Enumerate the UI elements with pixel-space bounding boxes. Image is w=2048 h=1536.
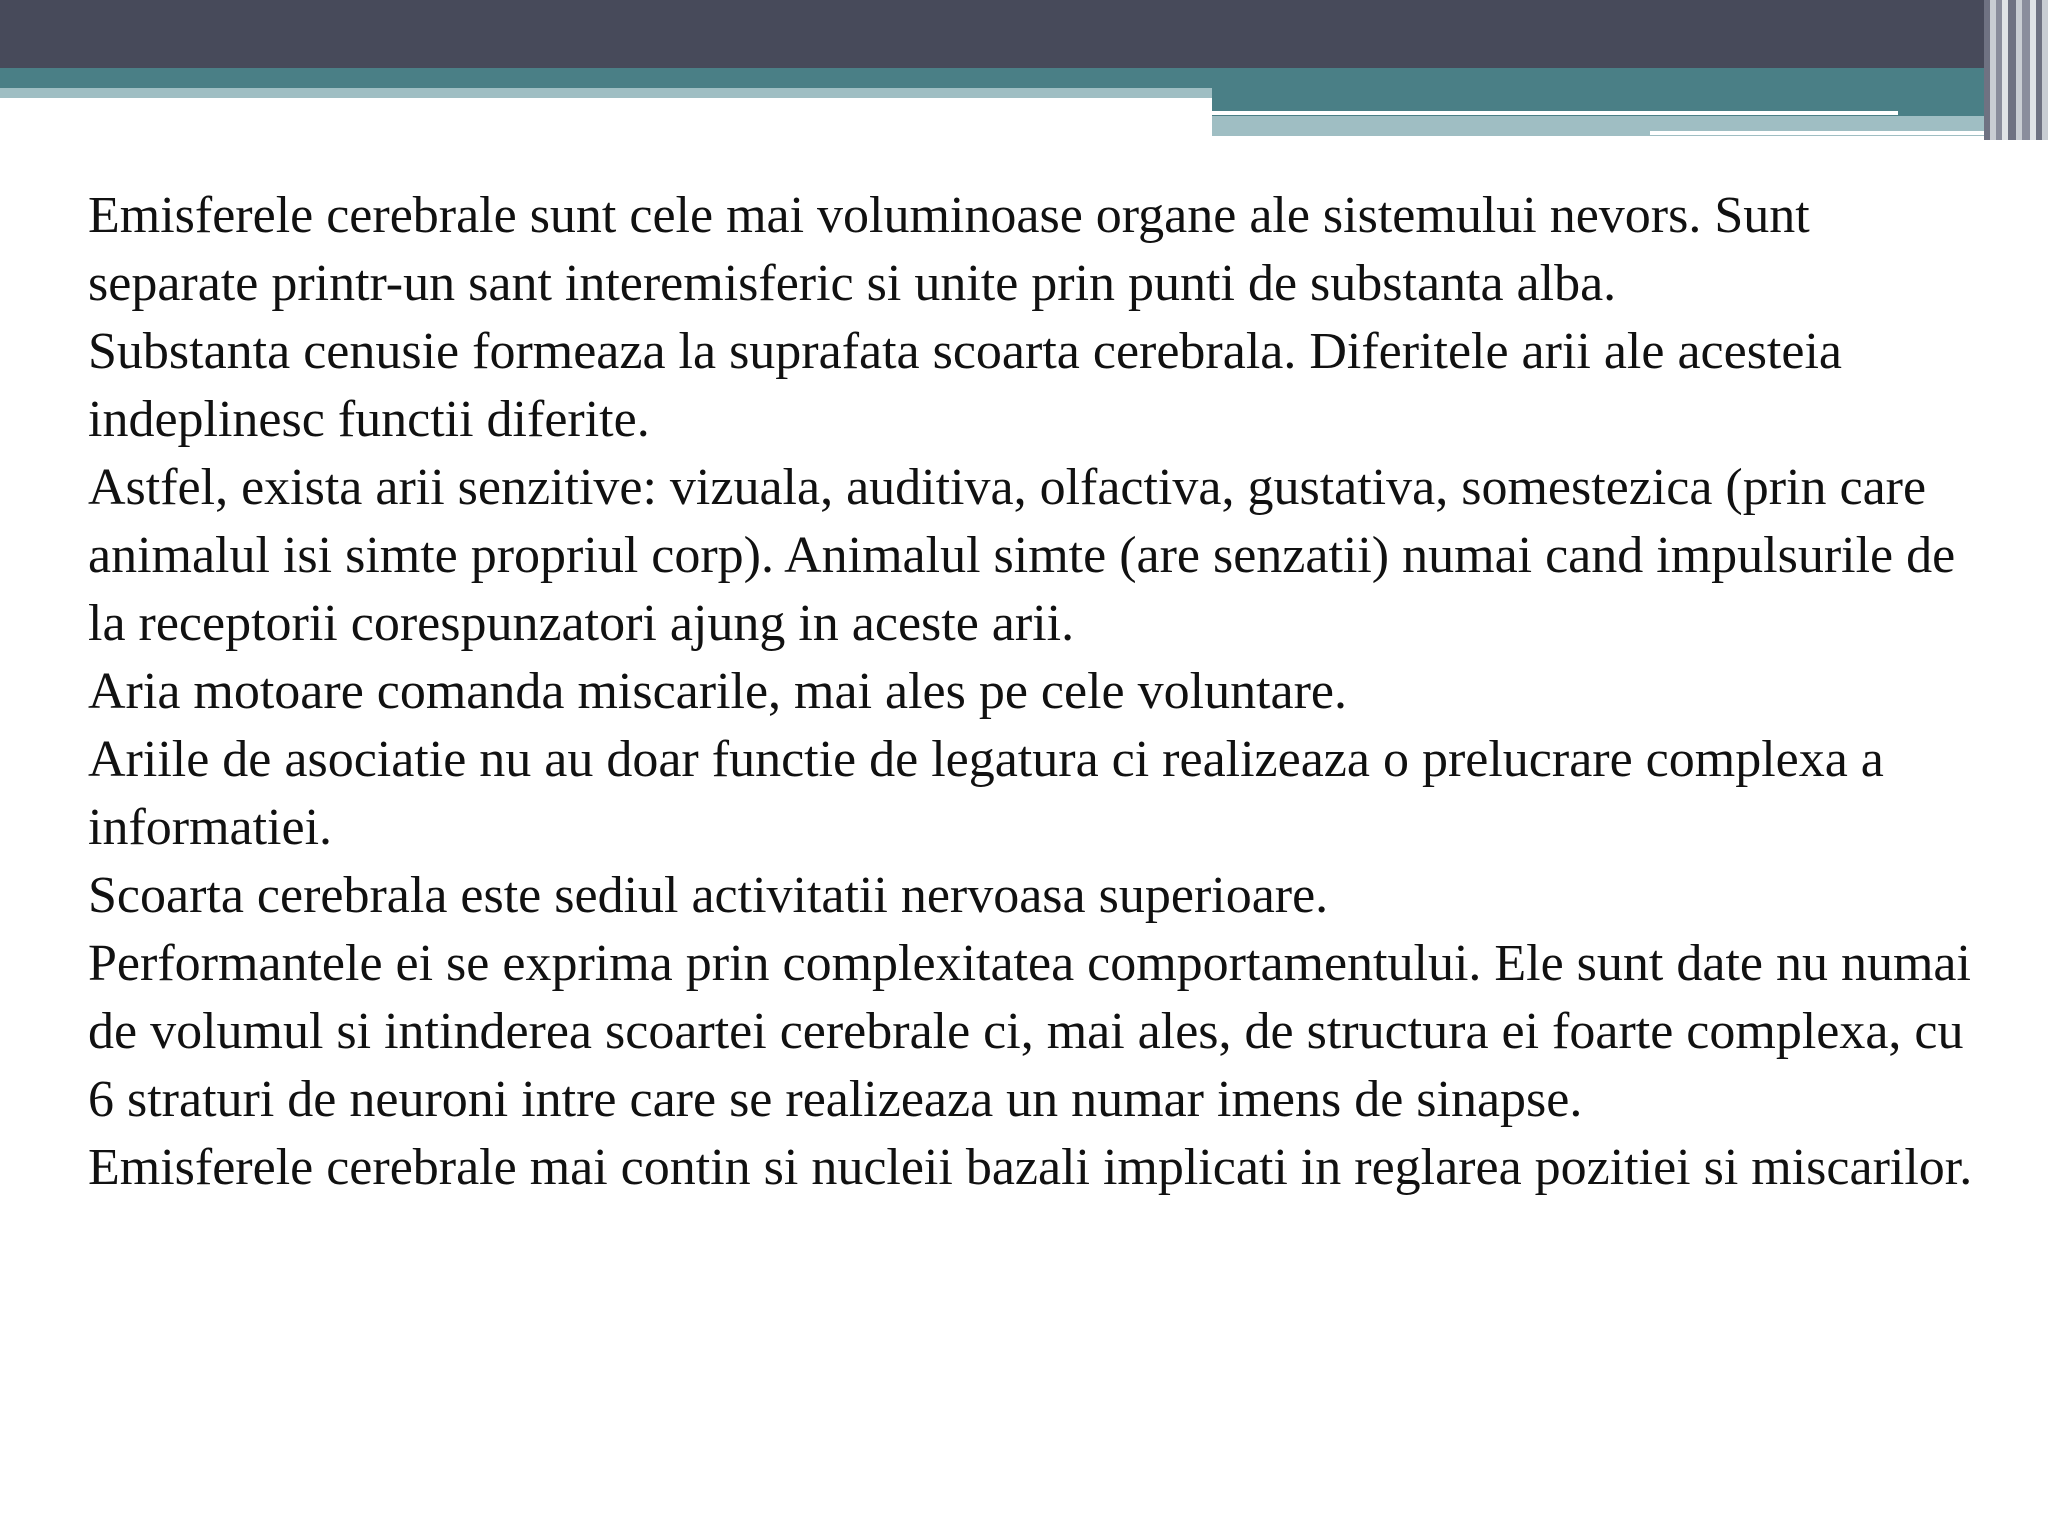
paragraph-aria-motoare: Aria motoare comanda miscarile, mai ales pe cele voluntare. bbox=[88, 663, 1347, 720]
paragraph-ariile-asociatie: Ariile de asociatie nu au doar functie de legatura ci realizeaza o prelucrare complexa a informatiei. bbox=[88, 731, 1884, 856]
paragraph-scoarta-sediul: Scoarta cerebrala este sediul activitatii nervoasa superioare. bbox=[88, 867, 1329, 924]
header-right-stripes bbox=[1984, 0, 2048, 140]
paragraph-substanta-cenusie: Substanta cenusie formeaza la suprafata scoarta cerebrala. Diferitele arii ale acesteia indeplinesc functii diferite. bbox=[88, 323, 1842, 448]
header-thin-line-1 bbox=[1212, 111, 1898, 115]
header-dark-bar bbox=[0, 0, 2048, 68]
paragraph-arii-senzitive: Astfel, exista arii senzitive: vizuala, auditiva, olfactiva, gustativa, somestezica (prin care animalul isi simte propriul corp). Animalul simte (are senzatii) numai cand impulsurile de la receptorii corespunzatori ajung in aceste arii. bbox=[88, 459, 1956, 652]
slide-body-text bbox=[88, 182, 1988, 1202]
slide-header-decoration bbox=[0, 0, 2048, 140]
paragraph-performantele: Performantele ei se exprima prin complexitatea comportamentului. Ele sunt date nu numai de volumul si intinderea scoartei cerebrale ci, mai ales, de structura ei foarte complexa, cu 6 straturi de neuroni intre care se realizeaza un numar imens de sinapse. bbox=[88, 935, 1971, 1128]
paragraph-emisferele: Emisferele cerebrale sunt cele mai voluminoase organe ale sistemului nevors. Sunt separate printr-un sant interemisferic si unite prin punti de substanta alba. bbox=[88, 187, 1810, 312]
header-teal-bar bbox=[0, 68, 2048, 88]
paragraph-nucleii-bazali: Emisferele cerebrale mai contin si nucleii bazali implicati in reglarea pozitiei si miscarilor. bbox=[88, 1139, 1973, 1196]
header-light-bar bbox=[0, 88, 1212, 98]
